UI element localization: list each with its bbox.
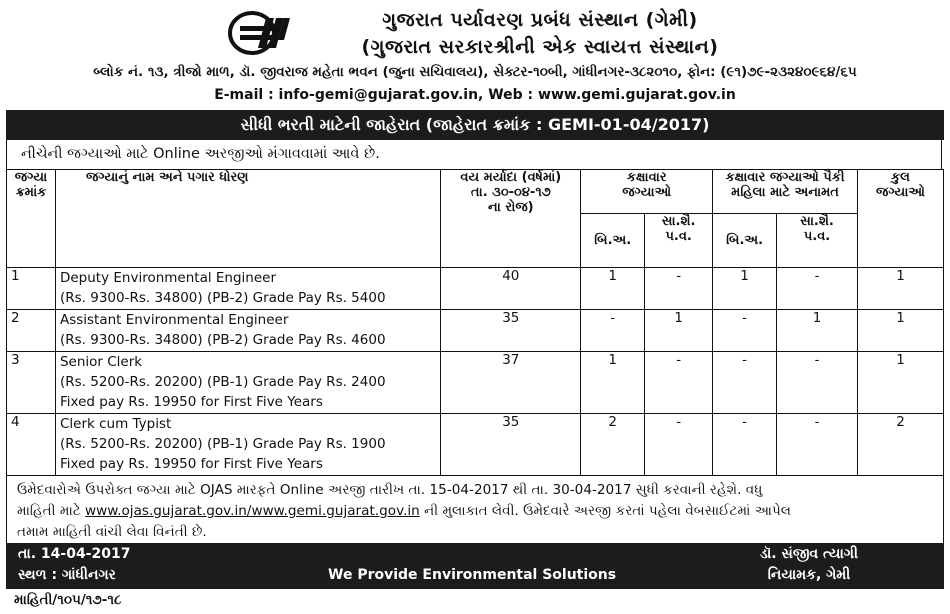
post-line: (Rs. 9300-Rs. 34800) (PB-2) Grade Pay Rs. 4600: [59, 332, 386, 348]
subheader-sebc-line: સા.શૈ.: [661, 214, 696, 229]
row-serial: 3: [7, 352, 56, 414]
org-name: ગુજરાત પર્યાવરણ પ્રબંધ સંસ્થાન (ગેમી): [382, 9, 698, 31]
row-age: 35: [441, 310, 581, 352]
header: [0, 0, 950, 110]
header-serial-line: ક્રમાંક: [15, 185, 47, 200]
note-line: [17, 501, 933, 522]
vacancy-table: [6, 169, 944, 476]
row-women-ua: -: [713, 414, 777, 476]
advertisement-title: સીધી ભરતી માટેની જાહેરાત (જાહેરાત ક્રમાંક : GEMI-01-04/2017): [240, 115, 710, 134]
header-age: [441, 170, 581, 268]
row-women-sebc: -: [777, 268, 858, 310]
row-women-sebc: 1: [777, 310, 858, 352]
row-post: [55, 352, 440, 414]
header-age-line: તા. ૩૦-૦૪-૧૭: [470, 185, 551, 200]
subheader-women-ua: બિ.અ.: [713, 214, 777, 268]
row-women-sebc: -: [777, 414, 858, 476]
row-total: 1: [857, 352, 943, 414]
row-total: 2: [857, 414, 943, 476]
post-line: (Rs. 9300-Rs. 34800) (PB-2) Grade Pay Rs. 5400: [59, 290, 386, 306]
contact-line: E-mail : info-gemi@gujarat.gov.in, Web : www.gemi.gujarat.gov.in: [214, 87, 736, 103]
row-total: 1: [857, 268, 943, 310]
title-bar: [6, 110, 944, 140]
header-total: [857, 170, 943, 268]
note-text: માહિતી માટે: [17, 503, 86, 519]
row-post: [55, 414, 440, 476]
post-line: (Rs. 5200-Rs. 20200) (PB-1) Grade Pay Rs. 2400: [59, 374, 386, 390]
application-note: [6, 475, 944, 543]
table-header-row: [7, 170, 944, 214]
header-total-line: કુલ: [890, 170, 910, 185]
row-women-ua: 1: [713, 268, 777, 310]
row-women-sebc: -: [777, 352, 858, 414]
note-line: ઉમેદવારોએ ઉપરોક્ત જગ્યા માટે OJAS મારફતે Online અરજી તારીખ તા. 15-04-2017 થી તા. 30-04-2017 સુધી કરવાની રહેશે. વધુ: [17, 482, 763, 498]
row-age: 40: [441, 268, 581, 310]
header-women-line: કક્ષાવાર જગ્યાઓ પૈકી: [725, 170, 845, 185]
post-line: Fixed pay Rs. 19950 for First Five Years: [59, 394, 323, 410]
intro-text: નીચેની જગ્યાઓ માટે Online અરજીઓ મંગાવવામાં આવે છે.: [6, 140, 942, 169]
row-women-ua: -: [713, 352, 777, 414]
header-total-line: જગ્યાઓ: [876, 185, 925, 200]
row-cat-sebc: -: [645, 268, 713, 310]
row-cat-ua: 1: [581, 268, 645, 310]
row-total: 1: [857, 310, 943, 352]
gemi-logo-icon: [226, 10, 292, 56]
header-category-line: કક્ષાવાર: [626, 170, 667, 185]
signer-name: ડૉ. સંજીવ ત્યાગી: [759, 546, 858, 562]
issue-date: તા. 14-04-2017: [18, 546, 131, 562]
org-address: બ્લોક નં. ૧૩, ત્રીજો માળ, ડૉ. જીવરાજ મહેતા ભવન (જુના સચિવાલય), સેક્ટર-૧૦બી, ગાંધીનગર-૩૮૨૦૧૦, ફોન: (૯૧)૭૯-૨૩૨૪૦૯૬૪/૬૫: [93, 64, 857, 80]
row-serial: 4: [7, 414, 56, 476]
post-line: Clerk cum Typist: [59, 416, 172, 432]
header-women-reserved: [713, 170, 858, 214]
post-line: Deputy Environmental Engineer: [59, 270, 277, 286]
header-category: [581, 170, 713, 214]
subheader-sebc-line: સા.શૈ.: [800, 214, 834, 229]
row-serial: 2: [7, 310, 56, 352]
website-link[interactable]: www.ojas.gujarat.gov.in/www.gemi.gujarat.gov.in: [85, 503, 420, 519]
header-serial-line: જગ્યા: [14, 170, 48, 185]
table-row: [7, 414, 944, 476]
reference-code: માહિતી/૧૦૫/૧૭-૧૮: [14, 592, 122, 608]
subheader-category-sebc: [645, 214, 713, 268]
row-cat-ua: 2: [581, 414, 645, 476]
footer-bar: [6, 543, 944, 589]
header-post: જગ્યાનું નામ અને પગાર ધોરણ: [55, 170, 440, 268]
row-cat-sebc: -: [645, 414, 713, 476]
note-line: તમામ માહિતી વાંચી લેવા વિનંતી છે.: [17, 524, 207, 540]
post-line: (Rs. 5200-Rs. 20200) (PB-1) Grade Pay Rs. 1900: [59, 436, 386, 452]
issue-place: સ્થળ : ગાંધીનગર: [18, 567, 116, 583]
table-row: [7, 352, 944, 414]
note-text: ની મુલાકાત લેવી. ઉમેદવારે અરજી કરતાં પહેલા વેબસાઈટમાં આપેલ: [419, 503, 792, 519]
row-post: [55, 268, 440, 310]
row-cat-ua: 1: [581, 352, 645, 414]
subheader-category-ua: બિ.અ.: [581, 214, 645, 268]
header-serial: [7, 170, 56, 268]
header-age-line: વય મર્યાદા (વર્ષમાં): [460, 170, 562, 185]
subheader-sebc-line: પ.વ.: [665, 229, 692, 244]
row-serial: 1: [7, 268, 56, 310]
signer-designation: નિયામક, ગેમી: [767, 567, 851, 583]
row-post: [55, 310, 440, 352]
row-women-ua: -: [713, 310, 777, 352]
header-age-line: ના રોજ): [488, 200, 534, 215]
row-cat-sebc: -: [645, 352, 713, 414]
tagline: We Provide Environmental Solutions: [328, 567, 617, 583]
row-age: 37: [441, 352, 581, 414]
post-line: Fixed pay Rs. 19950 for First Five Years: [59, 456, 323, 472]
row-cat-ua: -: [581, 310, 645, 352]
row-cat-sebc: 1: [645, 310, 713, 352]
header-women-line: મહિલા માટે અનામત: [731, 185, 839, 200]
header-category-line: જગ્યાઓ: [622, 185, 672, 200]
table-row: [7, 268, 944, 310]
post-line: Assistant Environmental Engineer: [59, 312, 289, 328]
org-subtitle: (ગુજરાત સરકારશ્રીની એક સ્વાયત્ત સંસ્થાન): [361, 36, 719, 58]
table-row: [7, 310, 944, 352]
subheader-sebc-line: પ.વ.: [803, 229, 831, 244]
subheader-women-sebc: [777, 214, 858, 268]
post-line: Senior Clerk: [59, 354, 143, 370]
row-age: 35: [441, 414, 581, 476]
